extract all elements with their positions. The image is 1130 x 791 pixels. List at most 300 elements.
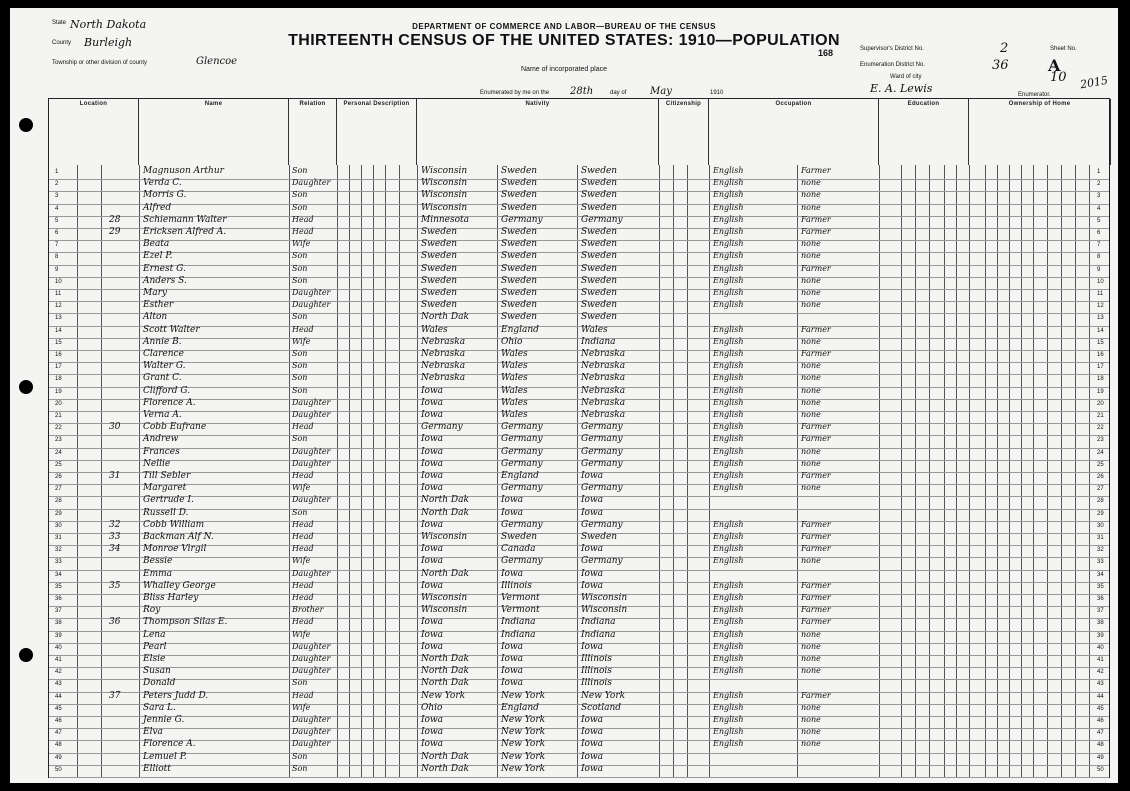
birthplace: Iowa	[421, 739, 444, 750]
person-name: Thompson Silas E.	[143, 617, 228, 628]
mother-birthplace: Illinois	[581, 666, 612, 677]
person-name: Walter G.	[143, 361, 186, 372]
line-number-right: 21	[1097, 413, 1104, 419]
language: English	[713, 166, 744, 175]
mother-birthplace: Iowa	[581, 580, 604, 591]
mother-birthplace: Germany	[581, 519, 623, 530]
relation: Head	[292, 617, 314, 627]
line-number-right: 36	[1097, 596, 1104, 602]
mother-birthplace: Indiana	[581, 336, 616, 347]
line-number: 50	[55, 766, 62, 773]
father-birthplace: Sweden	[501, 178, 538, 189]
column-header: Personal Description	[337, 99, 417, 165]
occupation: none	[801, 739, 821, 749]
relation: Head	[292, 690, 314, 700]
occupation: none	[801, 288, 821, 297]
person-name: Backman Alf N.	[143, 532, 214, 542]
birthplace: Iowa	[421, 483, 444, 494]
father-birthplace: Iowa	[501, 507, 524, 518]
language: English	[713, 324, 744, 334]
line-number-right: 40	[1097, 644, 1104, 651]
birthplace: North Dak	[421, 495, 469, 506]
occupation: Farmer	[801, 605, 831, 615]
relation: Wife	[292, 483, 311, 493]
table-row	[49, 582, 1109, 594]
line-number-right: 24	[1097, 449, 1104, 456]
father-birthplace: Sweden	[501, 275, 538, 286]
page-number: 168	[818, 48, 834, 58]
sheet-number: 10	[1050, 70, 1067, 85]
relation: Daughter	[292, 739, 331, 749]
mother-birthplace: Germany	[581, 434, 623, 445]
line-number: 36	[55, 596, 62, 602]
father-birthplace: Sweden	[501, 239, 538, 250]
enumerated-label: Enumerated by me on the	[480, 90, 550, 96]
sheet-letter: A	[1048, 56, 1061, 75]
mother-birthplace: Iowa	[581, 715, 604, 725]
line-number-right: 4	[1097, 205, 1101, 212]
mother-birthplace: Nebraska	[581, 361, 626, 372]
language: English	[713, 422, 744, 432]
father-birthplace: New York	[501, 715, 546, 725]
relation: Son	[292, 751, 308, 761]
father-birthplace: Iowa	[501, 641, 524, 652]
line-number-right: 45	[1097, 705, 1104, 712]
line-number: 39	[55, 632, 62, 639]
occupation: none	[801, 190, 821, 200]
mother-birthplace: Sweden	[581, 275, 618, 286]
line-number: 45	[55, 705, 62, 712]
person-name: Florence A.	[143, 739, 196, 750]
person-name: Frances	[143, 446, 180, 457]
line-number-right: 49	[1097, 754, 1104, 761]
father-birthplace: Wales	[501, 397, 528, 408]
language: English	[713, 641, 744, 651]
line-number-right: 46	[1097, 718, 1104, 724]
occupation: none	[801, 727, 821, 737]
relation: Head	[292, 519, 314, 529]
language: English	[713, 739, 744, 749]
father-birthplace: Germany	[501, 483, 543, 494]
mother-birthplace: Iowa	[581, 763, 604, 774]
table-row	[49, 618, 1109, 630]
relation: Son	[292, 190, 308, 200]
mother-birthplace: Sweden	[581, 227, 618, 237]
enumerator-value: E. A. Lewis	[870, 82, 933, 95]
birthplace: Iowa	[421, 471, 444, 481]
occupation: Farmer	[801, 532, 831, 541]
line-number-right: 11	[1097, 291, 1104, 297]
language: English	[713, 715, 744, 724]
occupation: none	[801, 202, 821, 212]
person-name: Scott Walter	[143, 324, 200, 335]
column-header: Nativity	[417, 99, 659, 165]
relation: Son	[292, 263, 308, 273]
table-row	[49, 728, 1109, 740]
line-number-right: 26	[1097, 474, 1104, 480]
mother-birthplace: Iowa	[581, 544, 604, 555]
table-row	[49, 228, 1109, 240]
birthplace: Nebraska	[421, 373, 466, 384]
birthplace: Iowa	[421, 434, 444, 445]
language: English	[713, 300, 744, 310]
mother-birthplace: Sweden	[581, 288, 618, 298]
mother-birthplace: Germany	[581, 483, 623, 494]
person-name: Verda C.	[143, 178, 182, 189]
father-birthplace: Germany	[501, 434, 543, 445]
column-header: Citizenship	[659, 99, 709, 165]
line-number-right: 39	[1097, 632, 1104, 639]
line-number: 37	[55, 608, 62, 615]
line-number: 19	[55, 388, 62, 395]
dwelling-number: 34	[109, 544, 121, 555]
line-number: 12	[55, 303, 62, 310]
person-name: Cobb Eufrane	[143, 422, 207, 433]
table-row	[49, 448, 1109, 460]
father-birthplace: New York	[501, 763, 546, 774]
line-number: 29	[55, 510, 62, 517]
mother-birthplace: Indiana	[581, 617, 616, 628]
father-birthplace: Germany	[501, 556, 543, 567]
occupation: none	[801, 397, 821, 407]
relation: Daughter	[292, 654, 331, 663]
mother-birthplace: Germany	[581, 446, 623, 457]
occupation: Farmer	[801, 324, 831, 334]
relation: Son	[292, 434, 308, 444]
line-number-right: 29	[1097, 510, 1104, 517]
table-row	[49, 240, 1109, 252]
state-value: North Dakota	[70, 18, 147, 31]
table-row	[49, 191, 1109, 203]
birthplace: Wisconsin	[421, 178, 468, 189]
line-number-right: 15	[1097, 339, 1104, 346]
mother-birthplace: Nebraska	[581, 385, 626, 396]
relation: Son	[292, 166, 308, 175]
occupation: Farmer	[801, 214, 831, 224]
line-number-right: 42	[1097, 669, 1104, 676]
line-number-right: 1	[1097, 169, 1101, 175]
mother-birthplace: Iowa	[581, 507, 604, 518]
line-number: 8	[55, 254, 59, 261]
father-birthplace: Indiana	[501, 629, 536, 640]
father-birthplace: Wales	[501, 349, 528, 359]
table-row	[49, 704, 1109, 716]
person-name: Nellie	[143, 458, 171, 469]
relation: Son	[292, 349, 308, 358]
enum-district-value: 36	[992, 58, 1009, 73]
table-row	[49, 362, 1109, 374]
relation: Head	[292, 580, 314, 590]
person-name: Russell D.	[143, 507, 189, 518]
mother-birthplace: Iowa	[581, 641, 604, 652]
birthplace: Iowa	[421, 580, 444, 591]
table-row	[49, 484, 1109, 496]
birthplace: Wisconsin	[421, 190, 468, 201]
mother-birthplace: Iowa	[581, 751, 604, 762]
relation: Head	[292, 471, 314, 480]
father-birthplace: Illinois	[501, 580, 532, 591]
line-number: 1	[55, 169, 59, 175]
line-number: 40	[55, 644, 62, 651]
birthplace: Iowa	[421, 727, 444, 738]
occupation: none	[801, 654, 821, 663]
birthplace: Wisconsin	[421, 532, 468, 542]
father-birthplace: Germany	[501, 214, 543, 225]
line-number: 41	[55, 657, 62, 663]
line-number: 3	[55, 193, 59, 200]
date-day: 28th	[570, 86, 594, 97]
father-birthplace: Germany	[501, 519, 543, 530]
father-birthplace: Sweden	[501, 300, 538, 311]
line-number: 15	[55, 339, 62, 346]
language: English	[713, 202, 744, 212]
table-row	[49, 643, 1109, 655]
line-number-right: 23	[1097, 437, 1104, 444]
mother-birthplace: Iowa	[581, 568, 604, 579]
language: English	[713, 214, 744, 224]
mother-birthplace: Iowa	[581, 495, 604, 506]
relation: Son	[292, 202, 308, 212]
occupation: none	[801, 641, 821, 651]
occupation: none	[801, 666, 821, 676]
birthplace: Iowa	[421, 385, 444, 396]
father-birthplace: Germany	[501, 458, 543, 469]
relation: Wife	[292, 702, 311, 712]
relation: Daughter	[292, 288, 331, 297]
table-row	[49, 301, 1109, 313]
occupation: none	[801, 373, 821, 383]
line-number: 20	[55, 400, 62, 407]
relation: Brother	[292, 605, 324, 615]
line-number-right: 3	[1097, 193, 1101, 200]
sheet-label: Sheet No.	[1050, 46, 1077, 52]
occupation: none	[801, 629, 821, 639]
father-birthplace: Sweden	[501, 251, 538, 262]
line-number: 44	[55, 693, 62, 700]
father-birthplace: New York	[501, 727, 546, 738]
line-number-right: 28	[1097, 498, 1104, 505]
line-number-right: 5	[1097, 217, 1101, 224]
occupation: Farmer	[801, 422, 831, 432]
line-number-right: 30	[1097, 522, 1104, 529]
county-label: County	[52, 40, 72, 46]
language: English	[713, 239, 744, 249]
line-number-right: 41	[1097, 657, 1104, 663]
mother-birthplace: Iowa	[581, 727, 604, 738]
mother-birthplace: Indiana	[581, 629, 616, 640]
township-value: Glencoe	[196, 56, 238, 67]
father-birthplace: Germany	[501, 422, 543, 433]
relation: Daughter	[292, 410, 331, 419]
birthplace: Sweden	[421, 275, 458, 286]
relation: Head	[292, 593, 314, 602]
relation: Daughter	[292, 446, 331, 456]
father-birthplace: Iowa	[501, 495, 524, 506]
occupation: Farmer	[801, 617, 831, 627]
mother-birthplace: Illinois	[581, 654, 612, 664]
mother-birthplace: Nebraska	[581, 397, 626, 408]
line-number: 31	[55, 535, 62, 541]
language: English	[713, 385, 744, 395]
line-number-right: 22	[1097, 425, 1104, 432]
line-number: 48	[55, 742, 62, 749]
birthplace: Wisconsin	[421, 593, 468, 603]
person-name: Whalley George	[143, 580, 216, 591]
language: English	[713, 336, 744, 346]
line-number-right: 20	[1097, 400, 1104, 407]
person-name: Jennie G.	[143, 715, 185, 725]
relation: Son	[292, 507, 308, 517]
relation: Son	[292, 312, 308, 322]
census-grid	[48, 98, 1110, 778]
line-number-right: 16	[1097, 352, 1104, 358]
line-number: 30	[55, 522, 62, 529]
father-birthplace: Iowa	[501, 568, 524, 579]
person-name: Ezel P.	[143, 251, 173, 262]
mother-birthplace: Germany	[581, 556, 623, 567]
birthplace: North Dak	[421, 568, 469, 579]
line-number: 4	[55, 205, 59, 212]
table-row	[49, 740, 1109, 752]
table-row	[49, 545, 1109, 557]
language: English	[713, 519, 744, 529]
occupation: none	[801, 251, 821, 261]
language: English	[713, 532, 744, 541]
language: English	[713, 666, 744, 676]
person-name: Magnuson Arthur	[143, 166, 224, 176]
dwelling-number: 28	[109, 214, 121, 225]
father-birthplace: Sweden	[501, 288, 538, 298]
mother-birthplace: Iowa	[581, 739, 604, 750]
occupation: none	[801, 556, 821, 566]
birthplace: Germany	[421, 422, 463, 433]
birthplace: Sweden	[421, 239, 458, 250]
occupation: none	[801, 239, 821, 249]
line-number-right: 12	[1097, 303, 1104, 310]
birthplace: North Dak	[421, 751, 469, 762]
line-number: 2	[55, 181, 59, 188]
table-row	[49, 167, 1109, 179]
line-number: 35	[55, 583, 62, 590]
table-row	[49, 655, 1109, 667]
father-birthplace: Wales	[501, 361, 528, 372]
relation: Daughter	[292, 300, 331, 310]
person-name: Verna A.	[143, 410, 182, 420]
language: English	[713, 483, 744, 493]
language: English	[713, 471, 744, 480]
occupation: none	[801, 275, 821, 285]
sup-district-value: 2	[1000, 41, 1009, 56]
relation: Daughter	[292, 568, 331, 578]
table-row	[49, 460, 1109, 472]
father-birthplace: Sweden	[501, 227, 538, 237]
table-row	[49, 423, 1109, 435]
person-name: Clarence	[143, 349, 184, 359]
line-number-right: 31	[1097, 535, 1104, 541]
birthplace: Iowa	[421, 629, 444, 640]
occupation: Farmer	[801, 349, 831, 358]
enumerator-label: Enumerator.	[1018, 92, 1051, 98]
relation: Head	[292, 227, 314, 236]
language: English	[713, 654, 744, 663]
line-number-right: 25	[1097, 461, 1104, 468]
person-name: Gertrude I.	[143, 495, 194, 506]
mother-birthplace: Nebraska	[581, 349, 626, 359]
line-number: 47	[55, 730, 62, 737]
language: English	[713, 458, 744, 468]
census-sheet	[10, 8, 1118, 783]
table-row	[49, 496, 1109, 508]
occupation: Farmer	[801, 544, 831, 554]
line-number: 26	[55, 474, 62, 480]
occupation: none	[801, 300, 821, 310]
table-row	[49, 399, 1109, 411]
dwelling-number: 35	[109, 580, 121, 591]
line-number-right: 9	[1097, 266, 1101, 273]
ward-label: Ward of city	[890, 74, 922, 80]
department-heading: DEPARTMENT OF COMMERCE AND LABOR—BUREAU OF THE CENSUS	[412, 22, 716, 31]
father-birthplace: Germany	[501, 446, 543, 457]
person-name: Peters Judd D.	[143, 690, 209, 701]
table-row	[49, 350, 1109, 362]
person-name: Ericksen Alfred A.	[143, 227, 227, 237]
line-number-right: 38	[1097, 620, 1104, 627]
column-header: Name	[139, 99, 289, 165]
person-name: Grant C.	[143, 373, 182, 384]
line-number: 22	[55, 425, 62, 432]
table-row	[49, 631, 1109, 643]
occupation: Farmer	[801, 263, 831, 273]
language: English	[713, 178, 744, 188]
language: English	[713, 434, 744, 444]
person-name: Morris G.	[143, 190, 187, 201]
occupation: none	[801, 410, 821, 419]
line-number-right: 27	[1097, 486, 1104, 493]
table-row	[49, 411, 1109, 423]
relation: Head	[292, 214, 314, 224]
relation: Son	[292, 763, 308, 773]
occupation: none	[801, 336, 821, 346]
person-name: Elsie	[143, 654, 166, 664]
birthplace: Nebraska	[421, 336, 466, 347]
father-birthplace: Sweden	[501, 263, 538, 274]
father-birthplace: England	[501, 471, 539, 481]
table-row	[49, 765, 1109, 777]
line-number-right: 18	[1097, 376, 1104, 383]
table-row	[49, 326, 1109, 338]
table-row	[49, 179, 1109, 191]
mother-birthplace: Wisconsin	[581, 593, 628, 603]
mother-birthplace: Scotland	[581, 702, 622, 713]
line-number-right: 13	[1097, 315, 1104, 322]
line-number-right: 14	[1097, 327, 1104, 334]
person-name: Lena	[143, 629, 166, 640]
person-name: Annie B.	[143, 336, 182, 347]
occupation: Farmer	[801, 434, 831, 444]
language: English	[713, 690, 744, 700]
birthplace: New York	[421, 690, 466, 701]
table-row	[49, 533, 1109, 545]
father-birthplace: New York	[501, 690, 546, 701]
birthplace: Iowa	[421, 410, 444, 420]
language: English	[713, 446, 744, 456]
language: English	[713, 397, 744, 407]
mother-birthplace: New York	[581, 690, 626, 701]
birthplace: Nebraska	[421, 361, 466, 372]
birthplace: Iowa	[421, 519, 444, 530]
line-number-right: 37	[1097, 608, 1104, 615]
line-number: 24	[55, 449, 62, 456]
